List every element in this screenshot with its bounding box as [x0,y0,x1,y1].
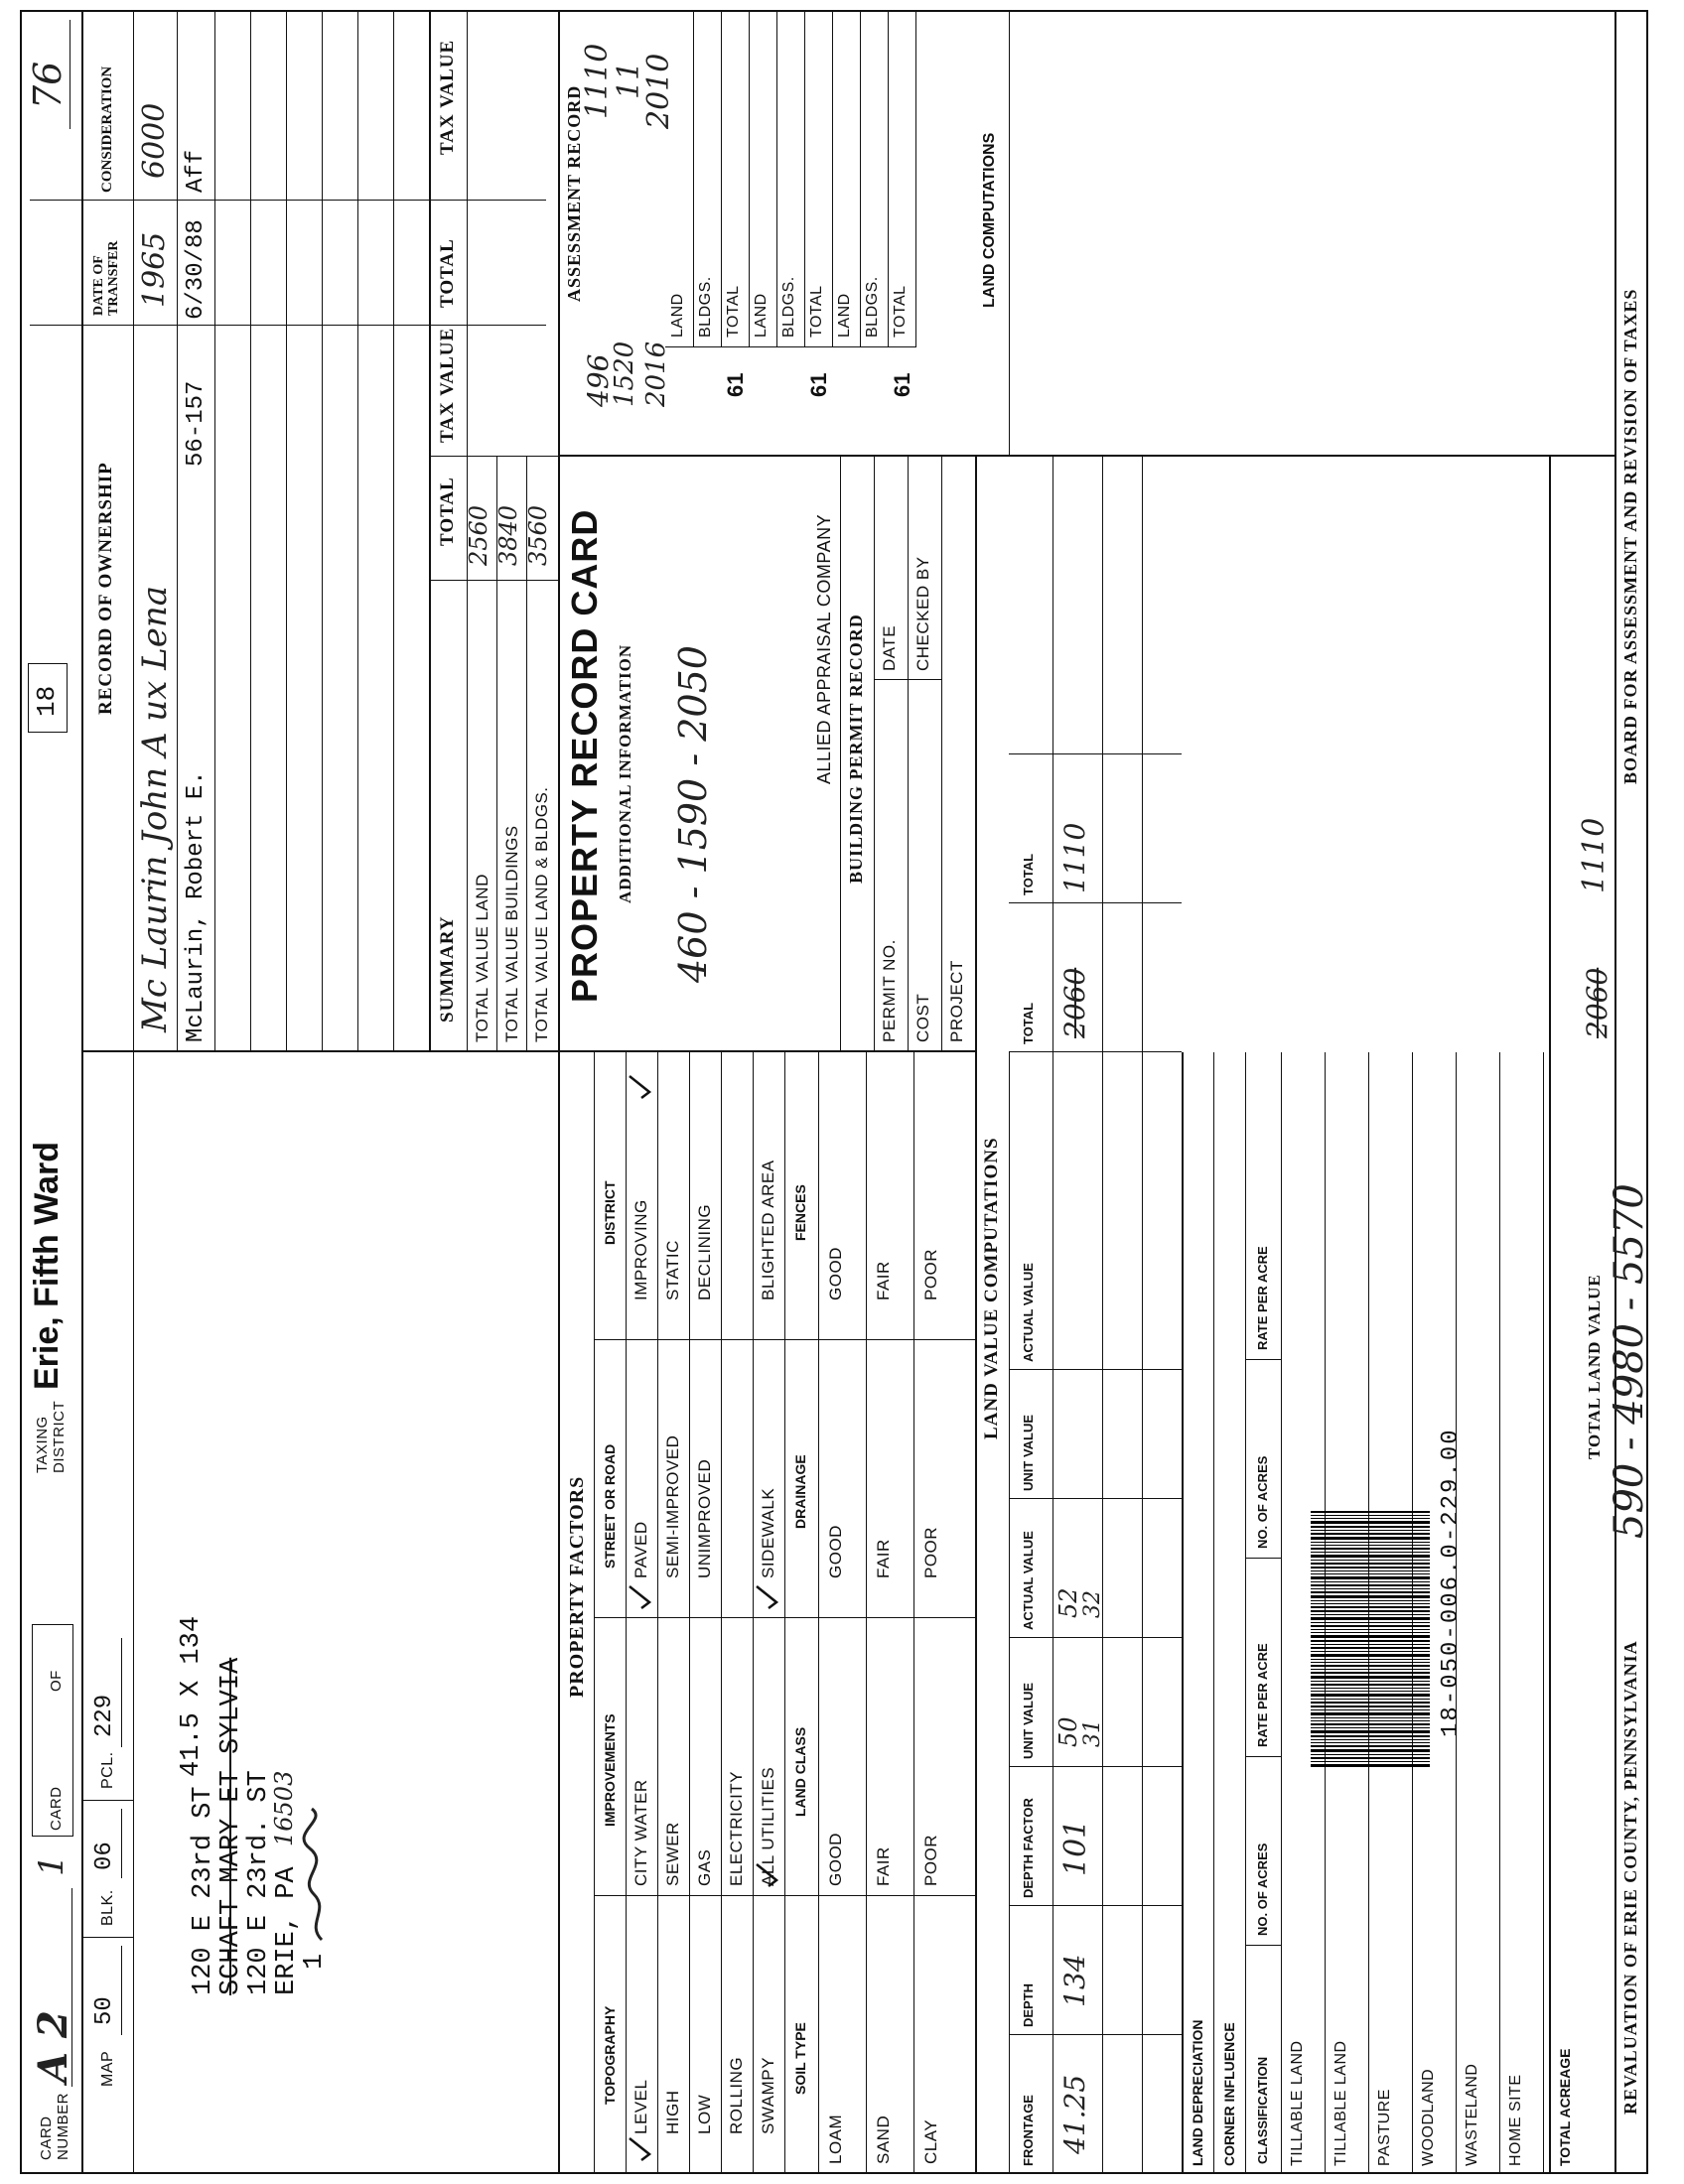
factor-topography-3: ROLLING [727,2056,746,2134]
soil-fences-2: POOR [921,1248,940,1300]
date-of-transfer-heading: DATE OF TRANSFER [91,240,121,316]
barcode-bar [1311,1659,1430,1660]
card-number-value: A 2 [30,2010,76,2083]
acre-col-0: CLASSIFICATION [1255,2056,1270,2164]
property-factors-heading: PROPERTY FACTORS [566,1475,588,1698]
card-value: 1 [32,1854,71,1876]
barcode-bar [1311,1511,1430,1513]
barcode-bar [1311,1584,1430,1586]
barcode-bar [1311,1684,1430,1686]
assessment-total_label-2: TOTAL [892,285,909,338]
soil-fences-0: GOOD [826,1247,845,1300]
assessment-row-rule [804,10,805,347]
property-record-card [20,10,1652,2174]
barcode-bar [1311,1591,1430,1593]
lv-col-rule [1009,1766,1182,1767]
land-value-heading: LAND VALUE COMPUTATIONS [981,1137,1002,1439]
lv-actual-value-2: 32 [1080,1590,1105,1618]
barcode-bar [1311,1644,1430,1645]
check-sidewalk-icon [755,1582,782,1612]
soil-soil-1: SAND [874,2115,893,2164]
barcode-bar [1311,1654,1430,1657]
acre-class-2: PASTURE [1376,2089,1393,2166]
soil-drainage-0: GOOD [826,1525,845,1578]
barcode-bar [1311,1706,1430,1707]
soil-land_class-0: GOOD [826,1833,845,1886]
barcode-bar [1311,1521,1430,1524]
summary-row-buildings: TOTAL VALUE BUILDINGS [502,825,521,1042]
barcode-bar [1311,1723,1430,1725]
building-permit-heading: BUILDING PERMIT RECORD [846,614,866,884]
barcode-bar [1311,1563,1430,1565]
summary-total-land-bldgs: 3560 [524,504,552,566]
blk-label: BLK. [99,1889,116,1926]
acre-col-rule [1245,1558,1281,1559]
factor-district-2: DECLINING [695,1203,714,1300]
assessment-handwritten-3: 2010 [641,53,676,129]
top-right-number: 76 [26,61,70,109]
barcode-bar [1311,1581,1430,1582]
scribble-mark [300,1805,336,1944]
assessment-bldgs_label-0: BLDGS. [697,276,714,338]
factor-row-rule [689,1052,690,2174]
barcode-bar [1311,1603,1430,1604]
barcode-bar [1311,1647,1430,1649]
address-line-1: 120 E 23rd ST [189,1786,218,1995]
check-paved-icon [628,1582,655,1612]
taxing-district-label: TAXING DISTRICT [34,1400,68,1473]
factor-district-1: STATIC [663,1240,682,1300]
barcode-bar [1311,1635,1430,1638]
lv-col-2: DEPTH FACTOR [1021,1798,1036,1898]
assessment-year-0: 61 [723,372,748,397]
total-land-value-label: TOTAL LAND VALUE [1585,1274,1604,1459]
barcode-bar [1311,1617,1430,1620]
owner-2: McLaurin, Robert E. [183,770,210,1042]
lv-col-4: ACTUAL VALUE [1021,1531,1036,1630]
soil-land_class-1: FAIR [874,1846,893,1886]
lv-col-rule [1009,1498,1182,1499]
assessment-handwritten-1: 1110 [580,43,615,119]
barcode-bar [1311,1614,1430,1615]
lv-col-rule [1009,2034,1182,2035]
assessment-row-rule [749,10,750,347]
summary-total-heading: TOTAL [437,477,458,546]
address-line-5: 1 [300,1953,330,1970]
summary-heading: SUMMARY [437,915,458,1023]
soil-fences-1: FAIR [874,1261,893,1300]
footer-left: REVALUATION OF ERIE COUNTY, PENNSYLVANIA [1620,1640,1640,2115]
factor-improvements-0: CITY WATER [632,1779,650,1886]
summary-row-land: TOTAL VALUE LAND [473,874,491,1042]
barcode-bar [1311,1709,1430,1710]
acre-col-2: RATE PER ACRE [1255,1643,1270,1747]
lv-total-2: 1110 [1058,822,1091,893]
soil-soil-0: LOAM [826,2114,845,2164]
ownership-heading: RECORD OF OWNERSHIP [95,462,116,715]
assessment-handwritten-2: 11 [612,61,646,99]
footer-handwritten: 590 - 4980 - 5570 [1607,1183,1652,1539]
drainage-heading: DRAINAGE [792,1454,808,1529]
acre-col-rule [1245,1756,1281,1757]
land-depreciation-label: LAND DEPRECIATION [1190,2019,1205,2166]
soil-row-rule [866,1052,867,2174]
assessment-row-rule [693,10,694,347]
of-label: OF [48,1670,65,1692]
barcode-bar [1311,1727,1430,1728]
acre-class-3: WOODLAND [1420,2068,1437,2166]
barcode-bar [1311,1688,1430,1689]
additional-info-value: 460 - 1590 - 2050 [671,645,715,983]
acre-col-1: NO. OF ACRES [1255,1843,1270,1936]
soil-type-heading: SOIL TYPE [792,2022,808,2095]
lv-unit-value-2: 31 [1080,1719,1105,1747]
acre-col-rule [1245,1359,1281,1360]
lv-frontage: 41.25 [1058,2074,1091,2154]
property-record-title: PROPERTY RECORD CARD [564,508,605,1003]
acre-row-rule [1499,1052,1500,2174]
assessment-row-rule [832,10,833,347]
lv-col-6: ACTUAL VALUE [1021,1263,1036,1362]
barcode-bar [1311,1662,1430,1663]
barcode-bar [1311,1515,1430,1516]
street-road-heading: STREET OR ROAD [602,1443,618,1569]
card-number-label: CARD NUMBER [38,2092,71,2160]
check-all-utilities-icon [755,1860,782,1890]
factor-topography-4: SWAMPY [759,2057,777,2134]
lv-col-0: FRONTAGE [1021,2095,1036,2166]
address-line-2-struck: SCHAFT MARY ET SYLVIA [216,1657,246,1995]
factor-district-4: BLIGHTED AREA [759,1160,777,1300]
assessment-total_label-0: TOTAL [725,285,742,338]
factor-topography-0: LEVEL [632,2079,650,2134]
owner-2-consideration: Aff [183,149,210,193]
address-line-4: ERIE, PA [272,1866,302,1995]
barcode-bar [1311,1681,1430,1682]
barcode-bar [1311,1694,1430,1697]
barcode-bar [1311,1548,1430,1550]
assessment-heading: ASSESSMENT RECORD [564,84,584,302]
barcode-bar [1311,1533,1430,1535]
summary-total-buildings: 3840 [494,504,522,566]
soil-soil-2: CLAY [921,2118,940,2164]
barcode-bar [1311,1669,1430,1670]
topography-heading: TOPOGRAPHY [602,2005,618,2105]
lv-depth-factor: 101 [1058,1819,1093,1876]
barcode-bar [1311,1552,1430,1553]
check-improving-icon [628,1072,655,1102]
factor-street-4: SIDEWALK [759,1487,777,1578]
barcode-bar [1311,1595,1430,1598]
summary-row-land-bldgs: TOTAL VALUE LAND & BLDGS. [532,786,551,1042]
lv-actual-value: 52 [1054,1587,1082,1618]
assessment-row-rule [776,10,777,347]
barcode-bar [1311,1739,1430,1740]
lv-col-5: UNIT VALUE [1021,1414,1036,1491]
assessment-col-value-3: 2016 [641,341,671,407]
assessment-col-rule [665,346,749,347]
card-label: CARD [48,1786,65,1831]
lv-unit-value: 50 [1054,1716,1082,1747]
barcode-bar [1311,1676,1430,1679]
factor-row-rule [721,1052,722,2174]
barcode-bar [1311,1761,1430,1762]
factor-street-0: PAVED [632,1521,650,1578]
owner-2-ref: 56-157 [183,380,210,467]
owner-1: Mc Laurin John A ux Lena [135,585,175,1032]
total-land-value: 2060 [1581,967,1614,1038]
allied-appraisal-company: ALLIED APPRAISAL COMPANY [814,513,834,784]
lv-depth: 134 [1058,1954,1091,2007]
lv-col-rule [1009,902,1182,903]
barcode-bar [1311,1600,1430,1601]
consideration-heading: CONSIDERATION [99,66,115,193]
permit-cost-label: COST [913,993,932,1042]
lv-col-rule [1009,1637,1182,1638]
assessment-bldgs_label-2: BLDGS. [864,276,881,338]
barcode-bar [1311,1588,1430,1589]
barcode-bar [1311,1749,1430,1752]
pcl-label: PCL. [99,1751,116,1789]
barcode-bar [1311,1622,1430,1623]
barcode-bar [1311,1640,1430,1642]
blk-value: 06 [91,1842,118,1870]
barcode-bar [1311,1632,1430,1633]
check-level-icon [628,2134,655,2164]
barcode-bar [1311,1651,1430,1652]
barcode-image [1311,1251,1430,1767]
factor-row-rule [657,1052,658,2174]
barcode-bar [1311,1754,1430,1755]
total-land-value-2: 1110 [1577,817,1612,893]
assessment-col-rule [832,346,915,347]
map-label: MAP [99,2050,116,2087]
additional-info-heading: ADDITIONAL INFORMATION [616,643,634,903]
assessment-year-1: 61 [806,372,831,397]
barcode-bar [1311,1537,1430,1540]
lv-col-rule [1009,753,1182,754]
lv-col-rule [1009,1369,1182,1370]
summary-total-land: 2560 [465,504,492,566]
barcode-bar [1311,1691,1430,1692]
factor-street-2: UNIMPROVED [695,1458,714,1578]
footer-right: BOARD FOR ASSESSMENT AND REVISION OF TAXES [1620,288,1640,784]
assessment-row-rule [721,10,722,347]
district-heading: DISTRICT [602,1180,618,1245]
summary-tax-value-heading: TAX VALUE [437,327,458,443]
barcode-bar [1311,1735,1430,1737]
barcode-bar [1311,1555,1430,1558]
lv-col-rule [1009,1051,1182,1052]
acre-class-1: TILLABLE LAND [1333,2040,1349,2166]
acre-class-0: TILLABLE LAND [1289,2040,1306,2166]
owner-1-date: 1965 [137,231,172,308]
barcode-bar [1311,1742,1430,1743]
assessment-total_label-1: TOTAL [808,285,825,338]
barcode-bar [1311,1567,1430,1569]
factor-topography-2: LOW [695,2094,714,2134]
soil-drainage-2: POOR [921,1526,940,1578]
barcode-bar [1311,1699,1430,1700]
barcode-bar [1311,1526,1430,1528]
lv-col-1: DEPTH [1021,1982,1036,2027]
total-acreage-label: TOTAL ACREAGE [1557,2048,1573,2166]
permit-no-label: PERMIT NO. [880,939,899,1042]
barcode-bar [1311,1764,1430,1767]
barcode-bar [1311,1629,1430,1630]
factor-topography-1: HIGH [663,2090,682,2134]
factor-improvements-3: ELECTRICITY [727,1770,746,1886]
assessment-total-heading: TOTAL [437,238,458,308]
factor-improvements-4: ALL UTILITIES [759,1766,777,1886]
soil-land_class-2: POOR [921,1834,940,1886]
acre-col-4: RATE PER ACRE [1255,1246,1270,1350]
barcode-bar [1311,1570,1430,1571]
barcode-bar [1311,1606,1430,1608]
assessment-col-rule [749,346,832,347]
barcode-bar [1311,1610,1430,1612]
barcode-bar [1311,1625,1430,1627]
pcl-value: 229 [91,1694,118,1737]
barcode-bar [1311,1720,1430,1721]
barcode-bar [1311,1702,1430,1704]
assessment-bldgs_label-1: BLDGS. [780,276,797,338]
barcode-text: 18-050-006.0-229.00 [1438,1428,1465,1737]
acre-class-4: WASTELAND [1464,2063,1480,2166]
lv-col-7: TOTAL [1021,1002,1036,1044]
assessment-land_label-0: LAND [669,293,686,338]
permit-project-label: PROJECT [947,960,966,1042]
assessment-row-rule [888,10,889,347]
barcode-bar [1311,1730,1430,1733]
assessment-row-rule [915,10,916,347]
assessment-tax-value-heading: TAX VALUE [437,39,458,155]
barcode-bar [1311,1712,1430,1715]
assessment-col-value-1: 496 [582,353,615,407]
permit-date-label: DATE [880,624,899,671]
owner-1-consideration: 6000 [137,102,172,179]
assessment-year-2: 61 [890,372,914,397]
barcode-bar [1311,1560,1430,1561]
factor-improvements-2: GAS [695,1848,714,1886]
barcode-bar [1311,1545,1430,1546]
soil-drainage-1: FAIR [874,1539,893,1578]
lv-col-8: TOTAL [1021,853,1036,895]
factor-improvements-1: SEWER [663,1822,682,1886]
lv-total: 2060 [1058,967,1091,1038]
lv-col-3: UNIT VALUE [1021,1682,1036,1759]
acre-row-rule [1543,1052,1544,2174]
corner-influence-label: CORNER INFLUENCE [1221,2022,1237,2166]
assessment-col-value-2: 1520 [610,341,639,407]
assessment-row-rule [860,10,861,347]
barcode-bar [1311,1576,1430,1579]
factor-row-rule [753,1052,754,2174]
factor-street-1: SEMI-IMPROVED [663,1434,682,1578]
barcode-bar [1311,1665,1430,1667]
acre-class-5: HOME SITE [1507,2074,1524,2166]
barcode-bar [1311,1518,1430,1519]
barcode-bar [1311,1745,1430,1747]
fences-heading: FENCES [792,1184,808,1241]
barcode-bar [1311,1573,1430,1574]
taxing-district-value: Erie, Fifth Ward [28,1142,66,1390]
checked-by-label: CHECKED BY [913,556,932,671]
land-class-heading: LAND CLASS [792,1726,808,1817]
assessment-land_label-1: LAND [753,293,770,338]
barcode-bar [1311,1717,1430,1718]
soil-row-rule [913,1052,914,2174]
barcode-bar [1311,1542,1430,1543]
map-value: 50 [91,1996,118,2025]
ward-box-value: 18 [32,685,62,717]
acre-col-3: NO. OF ACRES [1255,1455,1270,1549]
address-line-3: 120 E 23rd. ST [244,1770,274,1995]
improvements-heading: IMPROVEMENTS [602,1713,618,1827]
barcode-bar [1311,1530,1430,1531]
lot-dimensions: 41.5 X 134 [177,1615,207,1777]
barcode-bar [1311,1672,1430,1674]
owner-2-date: 6/30/88 [183,219,210,320]
factor-district-0: IMPROVING [632,1199,650,1300]
barcode-bar [1311,1757,1430,1759]
acre-col-rule [1245,1945,1281,1946]
lv-col-rule [1009,1905,1182,1906]
land-computations-label: LAND COMPUTATIONS [981,132,998,308]
zip-handwritten: 16503 [270,1770,298,1846]
assessment-land_label-2: LAND [836,293,853,338]
